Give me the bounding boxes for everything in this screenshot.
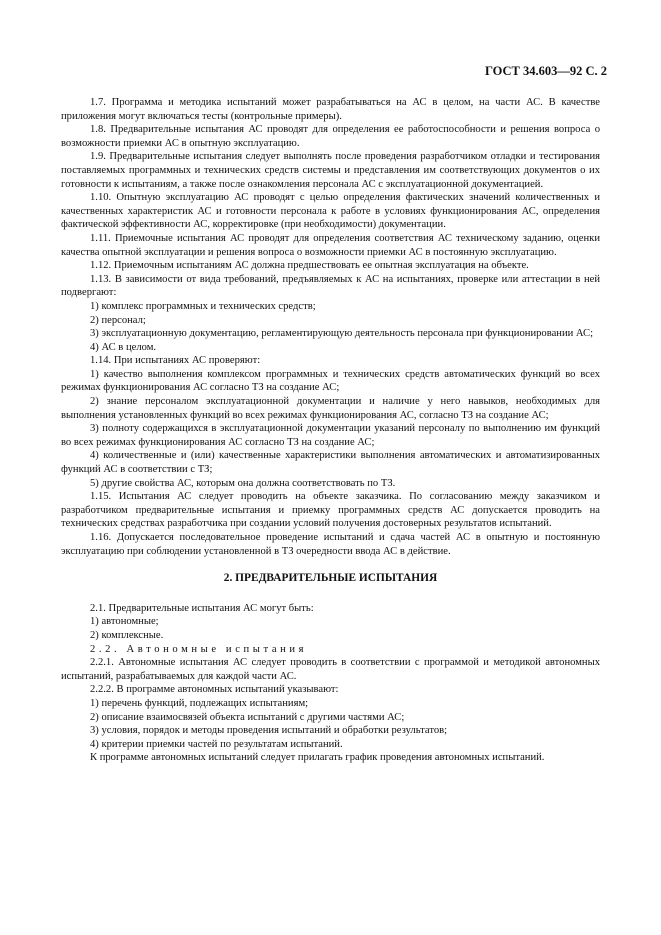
document-reference: ГОСТ 34.603—92 С. 2 (484, 64, 607, 78)
paragraph: К программе автономных испытаний следует прилагать график проведения автономных испытаний. (90, 752, 545, 764)
paragraph: 1.7. Программа и методика испытаний может разрабатываться на АС в целом, на части АС. В качестве приложения могут включаться тесты (контрольные примеры). (61, 97, 600, 122)
document-body (61, 96, 600, 765)
list-item: 1) перечень функций, подлежащих испытаниям; (90, 697, 309, 709)
list-item: 1) автономные; (90, 616, 159, 628)
paragraph: 3) полноту содержащихся в эксплуатационной документации указаний персоналу по выполнению им функций во всех режимах функционирования АС согласно ТЗ на создание АС; (61, 423, 600, 448)
list-item: 5) другие свойства АС, которым она должна соответствовать по ТЗ. (90, 477, 396, 489)
list-item: 4) критерии приемки частей по результатам испытаний. (90, 738, 343, 750)
paragraph: 1.13. В зависимости от вида требований, предъявляемых к АС на испытаниях, проверке или аттестации в ней подвергают: (61, 273, 600, 299)
paragraph: 1) качество выполнения комплексом программных и технических средств автоматических функций во всех режимах функционирования АС согласно ТЗ на создание АС; (61, 368, 600, 394)
list-item: 1) комплекс программных и технических средств; (90, 300, 316, 312)
paragraph: 2) знание персоналом эксплуатационной документации и наличие у него навыков, необходимых для выполнения установленных функций во всех режимах функционирования АС, согласно ТЗ на создание АС; (61, 396, 600, 421)
section-2-text (61, 602, 600, 765)
list-item: 2) комплексные. (90, 629, 164, 641)
list-item: 2.1. Предварительные испытания АС могут быть: (90, 602, 314, 614)
paragraph: 4) количественные и (или) качественные характеристики выполнения автоматических и автоматизированных функций АС в соответствии с ТЗ; (61, 450, 600, 476)
paragraph: 3) эксплуатационную документацию, регламентирующую деятельность персонала при функционировании АС; (90, 328, 594, 340)
list-item: 2.2.2. В программе автономных испытаний указывают: (90, 684, 339, 696)
list-item: 4) АС в целом. (90, 341, 157, 353)
list-item: 2.2. Автономные испытания (90, 643, 308, 655)
paragraph: 1.8. Предварительные испытания АС проводят для определения ее работоспособности и решения вопроса о возможности приемки АС в опытную эксплуатацию. (61, 124, 600, 149)
section-1-text (61, 96, 600, 558)
paragraph: 1.10. Опытную эксплуатацию АС проводят с целью определения фактических значений количественных и качественных характеристик АС и готовности персонала к работе в условиях функционирования АС, определения фактической эффективности АС, корректировке (при необходимости) документации. (61, 192, 600, 231)
list-item: 2) персонал; (90, 314, 146, 326)
paragraph: 1.9. Предварительные испытания следует выполнять после проведения разработчиком отладки и тестирования поставляемых программных и технических средств системы и представления им соответствующих документов о их готовности к испытаниям, а также после ознакомления персонала АС с эксплуатационной документацией. (61, 151, 600, 190)
list-item: 3) условия, порядок и методы проведения испытаний и обработки результатов; (90, 725, 448, 737)
paragraph: 1.11. Приемочные испытания АС проводят для определения соответствия АС техническому заданию, оценки качества опытной эксплуатации и решения вопроса о возможности приемки АС в постоянную эксплуатацию. (61, 232, 600, 258)
section-heading: 2. ПРЕДВАРИТЕЛЬНЫЕ ИСПЫТАНИЯ (223, 572, 438, 585)
paragraph: 2.2.1. Автономные испытания АС следует проводить в соответствии с программой и методикой автономных испытаний, разрабатываемых для каждой части АС. (61, 657, 600, 682)
paragraph: 1.15. Испытания АС следует проводить на объекте заказчика. По согласованию между заказчиком и разработчиком предварительные испытания и приемку программных средств АС допускается проводить на технических средствах разработчика при создании условий получения достоверных результатов испытаний. (61, 491, 600, 530)
list-item: 1.14. При испытаниях АС проверяют: (90, 355, 261, 367)
paragraph: 1.12. Приемочным испытаниям АС должна предшествовать ее опытная эксплуатация на объекте. (90, 260, 529, 272)
paragraph: 1.16. Допускается последовательное проведение испытаний и сдача частей АС в опытную и постоянную эксплуатацию при соблюдении установленной в ТЗ очередности ввода АС в действие. (61, 532, 600, 557)
list-item: 2) описание взаимосвязей объекта испытаний с другими частями АС; (90, 711, 405, 723)
